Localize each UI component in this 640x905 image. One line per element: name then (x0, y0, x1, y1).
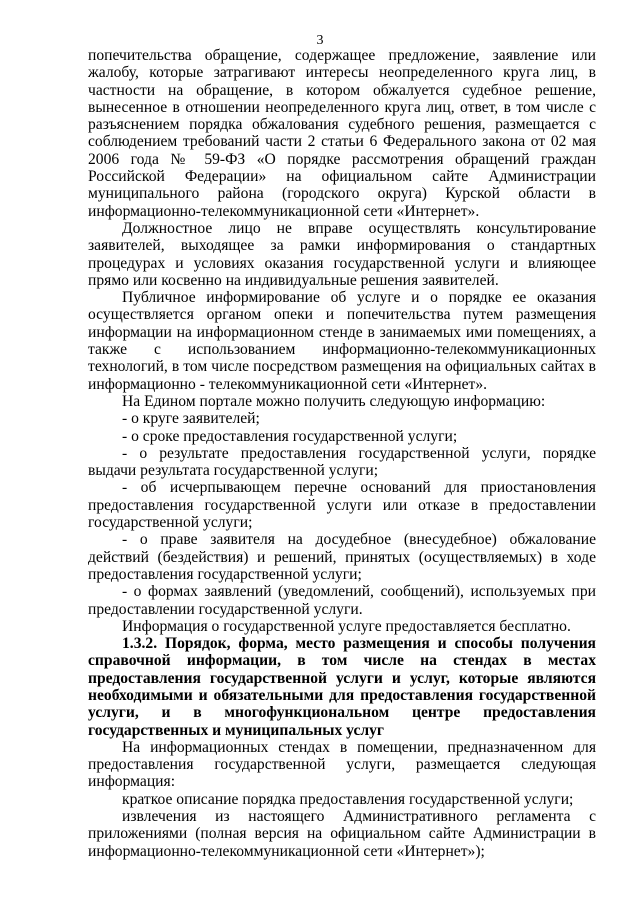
paragraph-regulation-excerpts: извлечения из настоящего Административного регламента с приложениями (полная версия на официальном сайте Администрации в информационно-телекоммуникационной сети «Интернет»); (88, 808, 596, 860)
document-body (88, 47, 596, 860)
list-item-suspension-grounds: - об исчерпывающем перечне оснований для приостановления предоставления государственной услуги или отказе в предоставлении государственной услуги; (88, 479, 596, 532)
paragraph-portal-info-intro: На Едином портале можно получить следующую информацию: (122, 392, 546, 410)
paragraph-stands-info: На информационных стендах в помещении, предназначенном для предоставления государственной услуги, размещается следующая информация: (88, 738, 596, 791)
section-heading-1-3-2: 1.3.2. Порядок, форма, место размещения и способы получения справочной информации, в том числе на стендах в местах предоставления государственной услуги и услуг, которые являются необходимыми и обязательными для предоставления государственной услуги, и в многофункциональном центре предоставления государственных и муниципальных услуг (88, 635, 596, 739)
list-item-service-result: - о результате предоставления государственной услуги, порядке выдачи результата государственной услуги; (88, 444, 596, 480)
list-item-applicants: - о круге заявителей; (122, 410, 260, 428)
page-number: 3 (316, 33, 324, 48)
list-item-appeal-right: - о праве заявителя на досудебное (внесудебное) обжалование действий (бездействия) и решений, принятых (осуществляемых) в ходе предоставления государственной услуги; (88, 531, 596, 583)
paragraph-free-info: Информация о государственной услуге предоставляется бесплатно. (122, 617, 571, 635)
paragraph-continuation: попечительства обращение, содержащее предложение, заявление или жалобу, которые затрагивают интересы неопределенного круга лиц, в частности на обращение, в котором обжалуется судебное решение, вынесенное в отношении неопределенного круга лиц, ответ, в том числе с разъяснением порядка обжалования судебного решения, размещается с соблюдением требований части 2 статьи 6 Федерального закона от 02 мая 2006 года № 59-ФЗ «О порядке рассмотрения обращений граждан Российской Федерации» на официальном сайте Администрации муниципального района (городского округа) Курской области в информационно-телекоммуникационной сети «Интернет». (88, 47, 596, 220)
paragraph-public-informing: Публичное информирование об услуге и о порядке ее оказания осуществляется органом опеки и попечительства путем размещения информации на информационном стенде в занимаемых ими помещениях, а также с использованием информационно-телекоммуникационных технологий, в том числе посредством размещения на официальных сайтах в информационно - телекоммуникационной сети «Интернет». (88, 289, 596, 393)
list-item-application-forms: - о формах заявлений (уведомлений, сообщений), используемых при предоставлении государственной услуги. (88, 583, 596, 618)
paragraph-consulting-limits: Должностное лицо не вправе осуществлять консультирование заявителей, выходящее за рамки информирования о стандартных процедурах и условиях оказания государственной услуги и влияющее прямо или косвенно на индивидуальные решения заявителей. (88, 219, 596, 289)
list-item-service-term: - о сроке предоставления государственной услуги; (122, 427, 458, 445)
paragraph-short-description: краткое описание порядка предоставления государственной услуги; (122, 790, 574, 808)
